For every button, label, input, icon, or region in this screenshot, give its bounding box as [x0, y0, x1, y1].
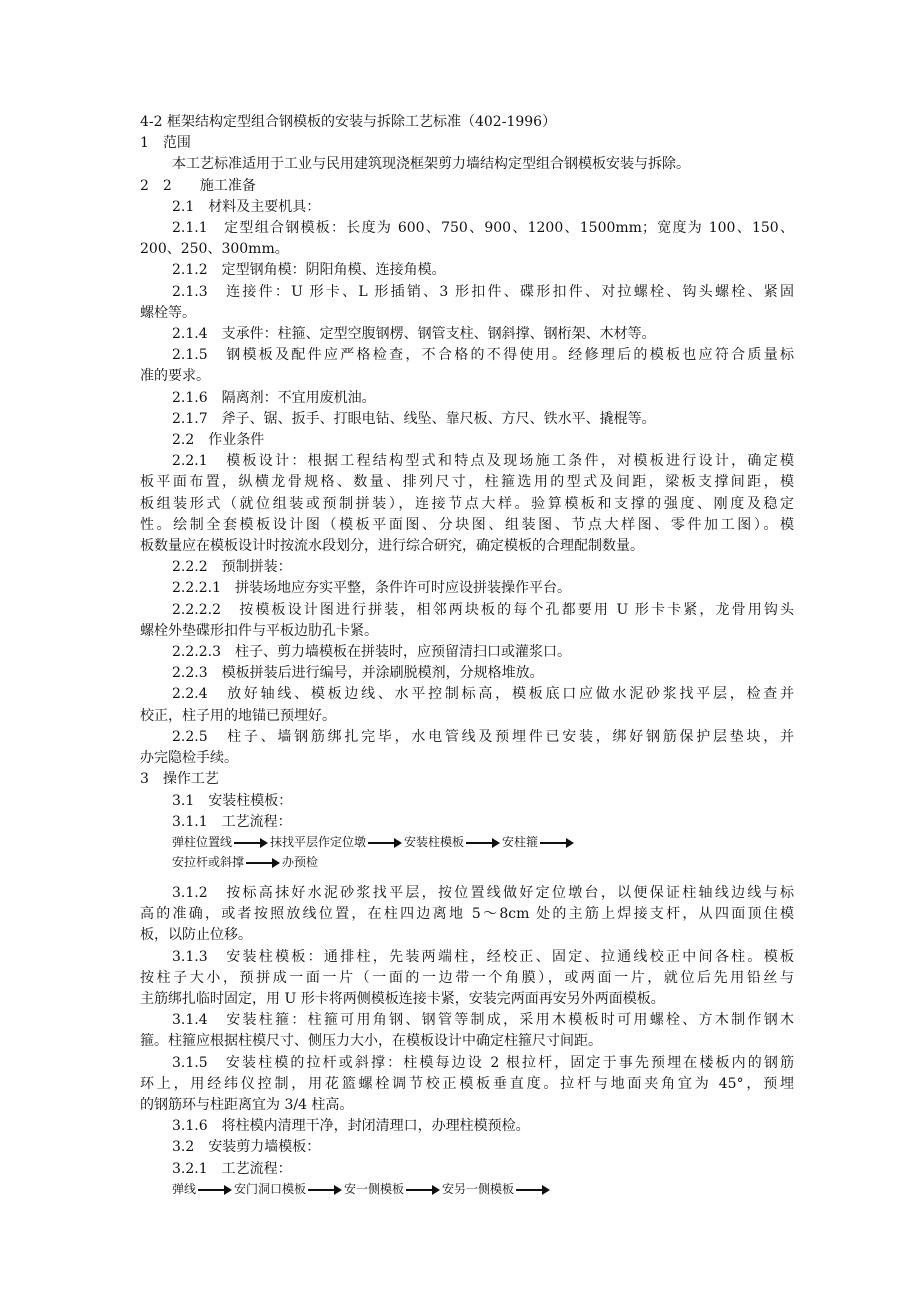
- arrow-right-icon: [234, 838, 268, 848]
- flow-step: 安另一侧模板: [442, 1182, 515, 1197]
- clause-3-1-2-line1: 3.1.2 按标高抹好水泥砂浆找平层，按位置线做好定位墩台，以便保证柱轴线边线与标: [172, 884, 794, 901]
- clause-2-2-2-2-line1: 2.2.2.2 按模板设计图进行拼装，相邻两块板的每个孔都要用 U 形卡卡紧，龙骨用钩头: [172, 601, 794, 618]
- column-formwork-flowchart-row1: [140, 833, 794, 853]
- clause-3-1-4-line2: 箍。柱箍应根据柱模尺寸、侧压力大小，在模板设计中确定柱箍尺寸间距。: [140, 1033, 602, 1050]
- flow-step: 安柱箍: [502, 835, 539, 850]
- clause-2-2-1-line5: 板数量应在模板设计时按流水段划分，进行综合研究，确定模板的合理配制数量。: [140, 538, 644, 555]
- arrow-right-icon: [246, 858, 280, 868]
- shear-wall-flowchart-row1: [140, 1180, 794, 1200]
- arrow-right-icon: [540, 838, 574, 848]
- clause-2-1-5-line1: 2.1.5 钢模板及配件应严格检查，不合格的不得使用。经修理后的模板也应符合质量标: [172, 347, 794, 364]
- clause-3-1-4-line1: 3.1.4 安装柱箍：柱箍可用角钢、钢管等制成，采用木模板时可用螺栓、方木制作钢木: [172, 1012, 794, 1029]
- arrow-right-icon: [308, 1185, 342, 1195]
- clause-3-1-5-line1: 3.1.5 安装柱模的拉杆或斜撑：柱模每边设 2 根拉杆，固定于事先预埋在楼板内的钢筋: [172, 1054, 794, 1071]
- clause-3-1: 3.1 安装柱模板：: [172, 792, 293, 809]
- document-page: [140, 112, 794, 1200]
- arrow-right-icon: [516, 1185, 550, 1195]
- clause-2-2-3: 2.2.3 模板拼装后进行编号，并涂刷脱模剂，分规格堆放。: [172, 665, 544, 682]
- clause-3-2: 3.2 安装剪力墙模板：: [172, 1139, 321, 1156]
- clause-2-2-2-3: 2.2.2.3 柱子、剪力墙模板在拼装时，应预留清扫口或灌浆口。: [172, 644, 571, 661]
- clause-3-1-3-line3: 主筋绑扎临时固定，用 U 形卡将两侧模板连接卡紧，安装完两面再安另外两面模板。: [140, 990, 665, 1007]
- clause-2-1-2: 2.1.2 定型钢角模：阴阳角模、连接角模。: [172, 262, 446, 279]
- section-3-heading: 3 操作工艺: [140, 771, 219, 788]
- arrow-right-icon: [198, 1185, 232, 1195]
- clause-2-2-5-line1: 2.2.5 柱子、墙钢筋绑扎完毕，水电管线及预埋件已安装，绑好钢筋保护层垫块，并: [172, 728, 794, 745]
- flow-step: 抹找平层作定位墩: [270, 835, 367, 850]
- section-1-paragraph: 本工艺标准适用于工业与民用建筑现浇框架剪力墙结构定型组合钢模板安装与拆除。: [172, 156, 690, 173]
- clause-2-2: 2.2 作业条件: [172, 432, 265, 449]
- clause-2-2-4-line2: 校正，柱子用的地锚已预埋好。: [140, 707, 336, 724]
- clause-3-1-1: 3.1.1 工艺流程：: [172, 813, 292, 830]
- arrow-right-icon: [466, 838, 500, 848]
- clause-2-2-1-line4: 性。绘制全套模板设计图（模板平面图、分块图、组装图、节点大样图、零件加工图）。模: [140, 516, 794, 533]
- flow-step: 弹柱位置线: [172, 835, 233, 850]
- clause-2-1: 2.1 材料及主要机具：: [172, 198, 321, 215]
- clause-2-1-5-line2: 准的要求。: [140, 368, 210, 385]
- section-1-heading: 1 范围: [140, 135, 191, 152]
- column-formwork-flowchart-row2: [140, 853, 794, 873]
- flow-step: 安装柱模板: [404, 835, 465, 850]
- spacer: [140, 873, 794, 883]
- flow-step: 安一侧模板: [344, 1182, 405, 1197]
- flow-step: 安门洞口模板: [234, 1182, 307, 1197]
- clause-2-2-2: 2.2.2 预制拼装：: [172, 559, 292, 576]
- clause-3-1-5-line3: 的钢筋环与柱距离宜为 3/4 柱高。: [140, 1096, 354, 1113]
- clause-3-1-2-line2: 高的准确，或者按照放线位置，在柱四边离地 5～8cm 处的主筋上焊接支杆，从四面顶住模: [140, 906, 794, 923]
- arrow-right-icon: [406, 1185, 440, 1195]
- flow-step: 安拉杆或斜撑: [172, 855, 245, 870]
- section-2-heading: 2 2 施工准备: [140, 177, 256, 194]
- clause-3-2-1: 3.2.1 工艺流程：: [172, 1160, 292, 1177]
- clause-2-2-2-2-line2: 螺栓外垫碟形扣件与平板边肋孔卡紧。: [140, 622, 378, 639]
- clause-2-1-7: 2.1.7 斧子、锯、扳手、打眼电钻、线坠、靠尺板、方尺、铁水平、撬棍等。: [172, 410, 656, 427]
- clause-3-1-6: 3.1.6 将柱模内清理干净，封闭清理口，办理柱模预检。: [172, 1118, 530, 1135]
- clause-2-2-2-1: 2.2.2.1 拼装场地应夯实平整，条件许可时应设拼装操作平台。: [172, 580, 571, 597]
- clause-2-2-1-line3: 板组装形式（就位组装或预制拼装），连接节点大样。验算模板和支撑的强度、刚度及稳定: [140, 495, 794, 512]
- clause-2-1-6: 2.1.6 隔离剂：不宜用废机油。: [172, 389, 376, 406]
- document-title: 4-2 框架结构定型组合钢模板的安装与拆除工艺标准（402-1996）: [140, 114, 557, 130]
- clause-2-1-3-line1: 2.1.3 连接件：U 形卡、L 形插销、3 形扣件、碟形扣件、对拉螺栓、钩头螺栓、紧固: [172, 283, 794, 300]
- arrow-right-icon: [368, 838, 402, 848]
- clause-3-1-3-line1: 3.1.3 安装柱模板：通排柱，先装两端柱，经校正、固定、拉通线校正中间各柱。模板: [172, 948, 794, 965]
- clause-3-1-5-line2: 环上，用经纬仪控制，用花篮螺栓调节校正模板垂直度。拉杆与地面夹角宜为 45°，预埋: [140, 1075, 794, 1092]
- flow-step: 办预检: [282, 855, 319, 870]
- clause-2-1-4: 2.1.4 支承件：柱箍、定型空腹钢楞、钢管支柱、钢斜撑、钢桁架、木材等。: [172, 326, 656, 343]
- clause-3-1-2-line3: 板，以防止位移。: [140, 927, 252, 944]
- clause-2-2-5-line2: 办完隐检手续。: [140, 750, 238, 767]
- flow-step: 弹线: [172, 1182, 197, 1197]
- clause-2-2-4-line1: 2.2.4 放好轴线、模板边线、水平控制标高，模板底口应做水泥砂浆找平层，检查并: [172, 686, 794, 703]
- clause-3-1-3-line2: 按柱子大小，预拼成一面一片（一面的一边带一个角膜），或两面一片，就位后先用铅丝与: [140, 969, 794, 986]
- clause-2-1-3-line2: 螺栓等。: [140, 304, 196, 321]
- clause-2-2-1-line1: 2.2.1 模板设计：根据工程结构型式和特点及现场施工条件，对模板进行设计，确定模: [172, 453, 794, 470]
- clause-2-1-1-line1: 2.1.1 定型组合钢模板：长度为 600、750、900、1200、1500mm；宽度为 100、150、: [172, 220, 794, 237]
- clause-2-2-1-line2: 板平面布置，纵横龙骨规格、数量、排列尺寸，柱箍选用的型式及间距，梁板支撑间距，模: [140, 474, 794, 491]
- clause-2-1-1-line2: 200、250、300mm。: [140, 241, 289, 258]
